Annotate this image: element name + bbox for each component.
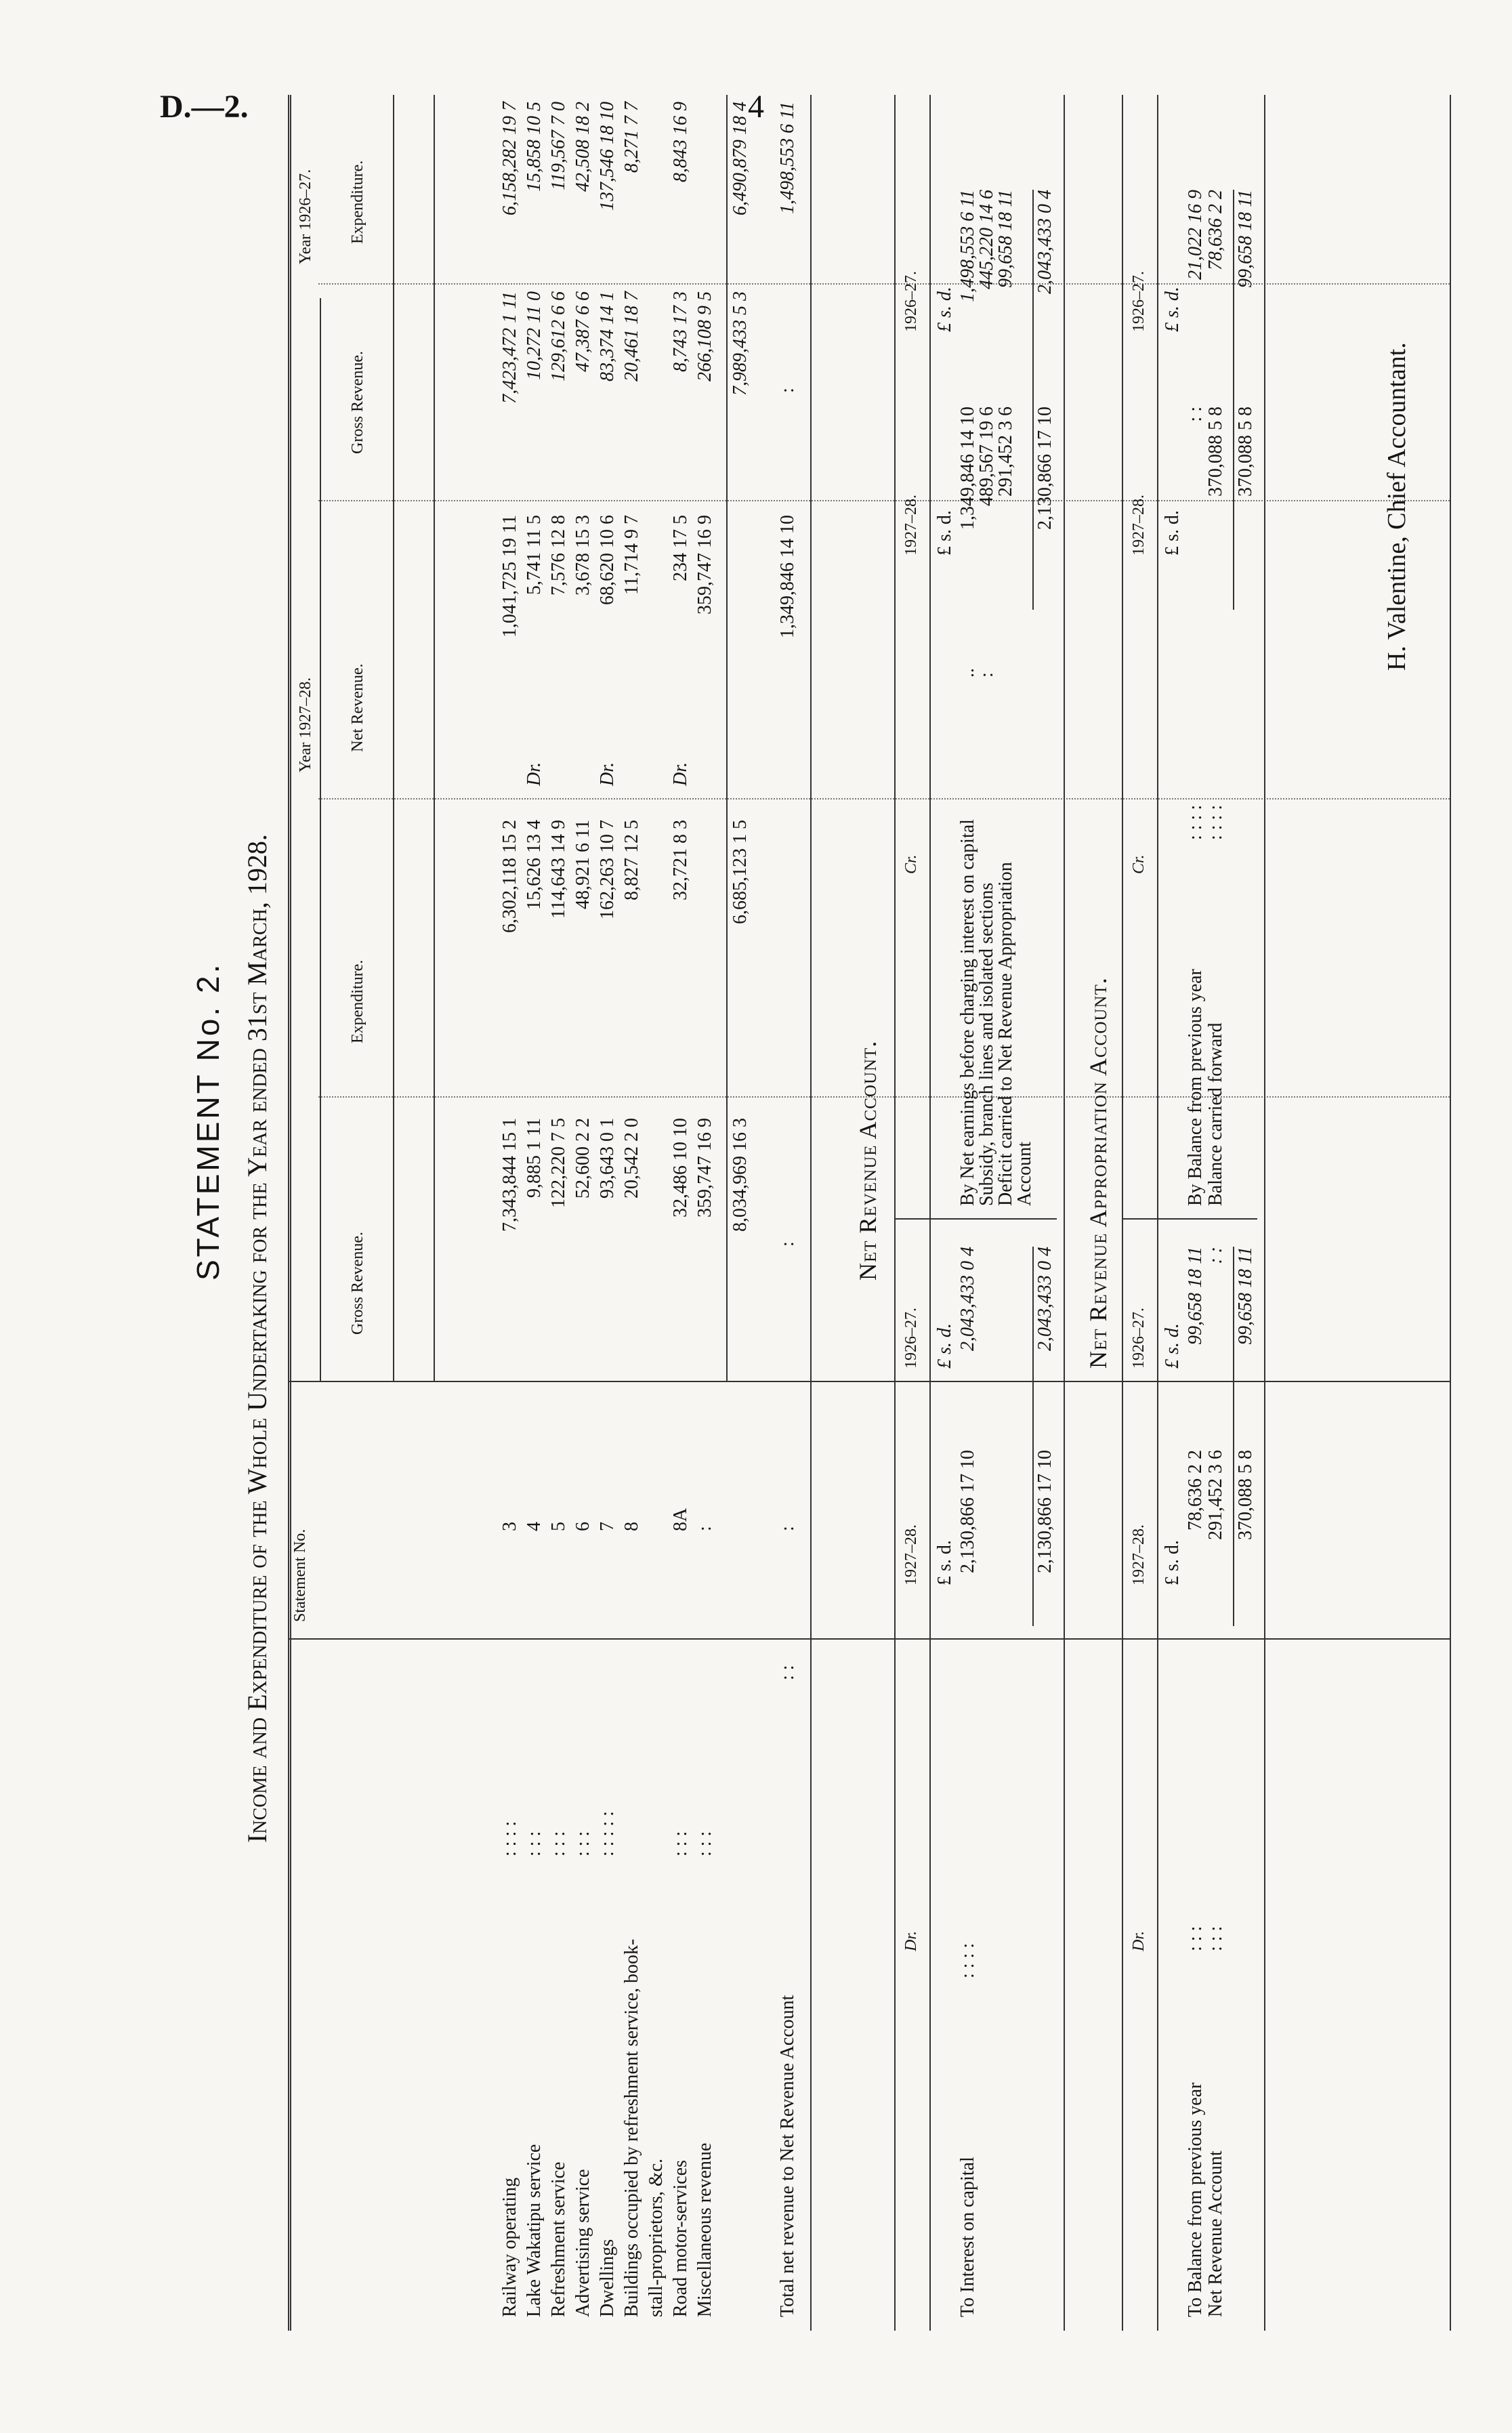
apa-y27-dr: 1926–27. (1130, 1308, 1148, 1369)
apa-cr: Cr. (1130, 854, 1148, 874)
exp-1927: 42,508 18 2 (572, 102, 593, 192)
total-exp-1927: 6,490,879 18 4 (730, 102, 751, 215)
net-1928: 11,714 9 7 (621, 515, 642, 595)
exp-1928: 32,721 8 3 (670, 820, 691, 900)
row-label: Buildings occupied by refreshment service, book- (621, 1938, 642, 2317)
nra-cr-line: Subsidy, branch lines and isolated sections (976, 882, 997, 1206)
gross-1927: 83,374 14 1 (597, 291, 618, 381)
gross-1928: 52,600 2 2 (572, 1118, 593, 1199)
apa-dr-dots: : : : (1185, 1926, 1206, 1951)
apa-units-28-dr: £ s. d. (1162, 1540, 1183, 1585)
apa-bottom-rule (1264, 95, 1265, 2331)
appropriation-account-title: Net Revenue Appropriation Account. (1085, 977, 1112, 1369)
net-1928: 5,741 11 5 (524, 515, 545, 595)
gross-1928: 20,542 2 0 (621, 1118, 642, 1199)
col-header-year-1926-27: Year 1926–27. (297, 169, 314, 264)
nra-dr-dots: : : : : (957, 1942, 978, 1978)
apa-dr-v27: : : (1205, 1247, 1226, 1264)
document-reference: D.—2. (160, 89, 249, 125)
statement-subtitle: Income and Expenditure of the Whole Undertaking for the Year ended 31st March, 1928. (242, 834, 272, 1843)
row-statement-no: 4 (524, 1522, 545, 1531)
row-dots: : : : : (499, 1821, 520, 1856)
apa-dr: Dr. (1130, 1930, 1148, 1951)
net-total-1928: 1,349,846 14 10 (777, 515, 798, 638)
gross-1928: 93,643 0 1 (597, 1118, 618, 1199)
apa-y27-cr: 1926–27. (1130, 271, 1148, 332)
apa-cr-total-rule (1233, 190, 1234, 610)
col-header-exp-1927: Expenditure. (349, 160, 366, 244)
nra-units-28-cr: £ s. d. (934, 510, 955, 556)
nra-cr-v28: 1,349,846 14 10 (957, 407, 978, 530)
nra-top-rule (894, 95, 896, 2331)
net-total-dots: : : (777, 1665, 798, 1680)
row-statement-no: 7 (597, 1522, 618, 1531)
net-1928-prefix: Dr. (524, 762, 545, 786)
apa-mid-rule (1122, 1218, 1257, 1220)
gross-1928: 122,220 7 5 (548, 1118, 569, 1208)
statement-title: STATEMENT No. 2. (190, 961, 226, 1281)
exp-1927: 6,158,282 19 7 (499, 102, 520, 215)
nra-y27-cr: 1926–27. (902, 271, 920, 332)
nra-cr-dots: : (976, 672, 997, 678)
net-1928: 359,747 16 9 (694, 515, 715, 615)
nra-head-rule (929, 95, 931, 2331)
nra-cr-v27: 99,658 18 11 (995, 190, 1016, 288)
nra-y27-dr: 1926–27. (902, 1308, 920, 1369)
gross-1927: 129,612 6 6 (548, 291, 569, 381)
gross-1928: 359,747 16 9 (694, 1118, 715, 1218)
row-dots: : : : (548, 1831, 569, 1856)
nra-bottom-rule (1064, 95, 1065, 2331)
exp-1928: 48,921 6 11 (572, 820, 593, 909)
nra-cr-line: Deficit carried to Net Revenue Appropriation (995, 862, 1016, 1206)
apa-y28-cr: 1927–28. (1130, 495, 1148, 556)
exp-1928: 114,643 14 9 (548, 820, 569, 919)
main-table-bottom-rule (810, 95, 812, 2331)
net-1928-prefix: Dr. (670, 762, 691, 786)
gross-1927: 266,108 9 5 (694, 291, 715, 381)
apa-head-rule (1157, 95, 1158, 2331)
col-header-statement-no: Statement No. (291, 1529, 309, 1622)
apa-dr-total-27: 99,658 18 11 (1235, 1247, 1256, 1345)
nra-units-28-dr: £ s. d. (934, 1540, 955, 1585)
apa-dr-dots: : : : (1205, 1926, 1226, 1951)
apa-units-28-cr: £ s. d. (1162, 510, 1183, 556)
exp-1927: 137,546 18 10 (597, 102, 618, 211)
apa-y28-dr: 1927–28. (1130, 1524, 1148, 1585)
nra-mid-rule (894, 1218, 1057, 1220)
apa-dr-v27: 99,658 18 11 (1185, 1247, 1206, 1345)
row-dots: : : : : : (597, 1811, 618, 1856)
exp-1927: 15,858 10 5 (524, 102, 545, 192)
net-1928: 3,678 15 3 (572, 515, 593, 596)
exp-1928: 8,827 12 5 (621, 820, 642, 900)
nra-cr-total-rule (1032, 190, 1034, 610)
gross-1927: 20,461 18 7 (621, 291, 642, 381)
apa-units-27-cr: £ s. d. (1162, 287, 1183, 332)
apa-cr-dots: : : : : (1205, 804, 1226, 840)
gross-1928: 9,885 1 11 (524, 1118, 545, 1198)
col-header-gross-1927: Gross Revenue. (349, 351, 366, 454)
col-header-net-1928: Net Revenue. (349, 663, 366, 752)
total-gross-1928: 8,034,969 16 3 (730, 1118, 751, 1232)
apa-cr-v27: 78,636 2 2 (1205, 190, 1226, 270)
apa-cr-line: By Balance from previous year (1185, 969, 1206, 1206)
row-label: Road motor-services (670, 2160, 691, 2317)
apa-cr-total-28: 370,088 5 8 (1235, 407, 1256, 497)
col-header-gross-1928: Gross Revenue. (349, 1232, 366, 1335)
apa-cr-total-27: 99,658 18 11 (1235, 190, 1256, 288)
row-statement-no: : (694, 1526, 715, 1531)
net-total-mid-1927: : (777, 388, 798, 393)
gross-1927: 8,743 17 3 (670, 291, 691, 372)
apa-units-27-dr: £ s. d. (1162, 1323, 1183, 1369)
nra-y28-cr: 1927–28. (902, 495, 920, 556)
nra-dr-total-28: 2,130,866 17 10 (1034, 1450, 1055, 1573)
apa-cr-line: Balance carried forward (1205, 1022, 1226, 1206)
row-dots: : : : (670, 1831, 691, 1856)
exp-1927: 8,843 16 9 (670, 102, 691, 182)
nra-cr-line: Account (1014, 1142, 1035, 1206)
row-statement-no: 3 (499, 1522, 520, 1531)
nra-units-27-dr: £ s. d. (934, 1323, 955, 1369)
col-header-year-1927-28: Year 1927–28. (297, 677, 314, 772)
apa-dr-v28: 291,452 3 6 (1205, 1450, 1226, 1540)
nra-cr-v28: 291,452 3 6 (995, 407, 1016, 497)
nra-cr-v27: 1,498,553 6 11 (957, 190, 978, 302)
nra-cr-total-28: 2,130,866 17 10 (1034, 407, 1055, 530)
net-total-label: Total net revenue to Net Revenue Account (777, 1995, 798, 2317)
row-label: Dwellings (597, 2239, 618, 2317)
nra-dr-total-27: 2,043,433 0 4 (1034, 1247, 1055, 1351)
gross-1928: 32,486 10 10 (670, 1118, 691, 1218)
apa-cr-v28: 370,088 5 8 (1205, 407, 1226, 497)
nra-cr: Cr. (902, 854, 920, 874)
row-dots: : : : (694, 1831, 715, 1856)
exp-1928: 162,263 10 7 (597, 820, 618, 919)
nra-dr-total-rule (1032, 1247, 1034, 1626)
row-dots: : : : (524, 1831, 545, 1856)
apa-dr-line: Net Revenue Account (1205, 2150, 1226, 2317)
nra-dr: Dr. (902, 1930, 920, 1951)
gross-1927: 7,423,472 1 11 (499, 291, 520, 404)
exp-1928: 6,302,118 15 2 (499, 820, 520, 933)
row-statement-no: 5 (548, 1522, 569, 1531)
gross-1927: 47,387 6 6 (572, 291, 593, 372)
net-total-stmt: : (777, 1526, 798, 1531)
net-revenue-account-title: Net Revenue Account. (854, 1040, 881, 1281)
total-exp-1928: 6,685,123 1 5 (730, 820, 751, 924)
net-total-1927: 1,498,553 6 11 (777, 102, 798, 214)
exp-1927: 8,271 7 7 (621, 102, 642, 173)
col-header-exp-1928: Expenditure. (349, 959, 366, 1043)
apa-cr-dots: : : : : (1185, 804, 1206, 840)
net-total-mid-1928: : (777, 1241, 798, 1247)
gross-1927: 10,272 11 0 (524, 291, 545, 380)
apa-cr-v27: 21,022 16 9 (1185, 190, 1206, 280)
nra-cr-total-27: 2,043,433 0 4 (1034, 190, 1055, 294)
row-dots: : : : (572, 1831, 593, 1856)
net-1928: 234 17 5 (670, 515, 691, 581)
nra-y28-dr: 1927–28. (902, 1524, 920, 1585)
apa-cr-v28: : : (1185, 407, 1206, 422)
totals-rule (726, 95, 728, 1382)
page-number: 4 (748, 89, 764, 125)
total-gross-1927: 7,989,433 5 3 (730, 291, 751, 396)
row-statement-no: 8A (670, 1507, 691, 1531)
net-1928: 1,041,725 19 11 (499, 515, 520, 638)
row-label: stall-proprietors, &c. (646, 2158, 667, 2317)
nra-cr-v28: 489,567 19 6 (976, 407, 997, 506)
exp-1927: 119,567 7 0 (548, 102, 569, 190)
nra-dr-v28: 2,130,866 17 10 (957, 1450, 978, 1573)
row-label: Refreshment service (548, 2161, 569, 2317)
exp-1928: 15,626 13 4 (524, 820, 545, 910)
apa-dr-total-28: 370,088 5 8 (1235, 1450, 1256, 1540)
nra-cr-line: By Net earnings before charging interest on capital (957, 819, 978, 1206)
row-label: Advertising service (572, 2169, 593, 2317)
apa-top-rule (1122, 95, 1123, 2331)
apa-dr-v28: 78,636 2 2 (1185, 1450, 1206, 1531)
nra-dr-v27: 2,043,433 0 4 (957, 1247, 978, 1351)
row-label: Lake Wakatipu service (524, 2144, 545, 2317)
net-1928: 7,576 12 8 (548, 515, 569, 596)
net-1928-prefix: Dr. (597, 762, 618, 786)
row-label: Miscellaneous revenue (694, 2142, 715, 2317)
apa-dr-total-rule (1233, 1247, 1234, 1626)
nra-cr-dots: .. (957, 668, 978, 678)
row-statement-no: 8 (621, 1522, 642, 1531)
signature: H. Valentine, Chief Accountant. (1383, 342, 1411, 671)
apa-dr-line: To Balance from previous year (1185, 2082, 1206, 2317)
nra-cr-v27: 445,220 14 6 (976, 190, 997, 289)
rotated-statement (176, 95, 1490, 2331)
nra-units-27-cr: £ s. d. (934, 287, 955, 332)
gross-1928: 7,343,844 15 1 (499, 1118, 520, 1232)
nra-dr-line: To Interest on capital (957, 2157, 978, 2317)
net-1928: 68,620 10 6 (597, 515, 618, 605)
row-statement-no: 6 (572, 1522, 593, 1531)
row-label: Railway operating (499, 2177, 520, 2317)
